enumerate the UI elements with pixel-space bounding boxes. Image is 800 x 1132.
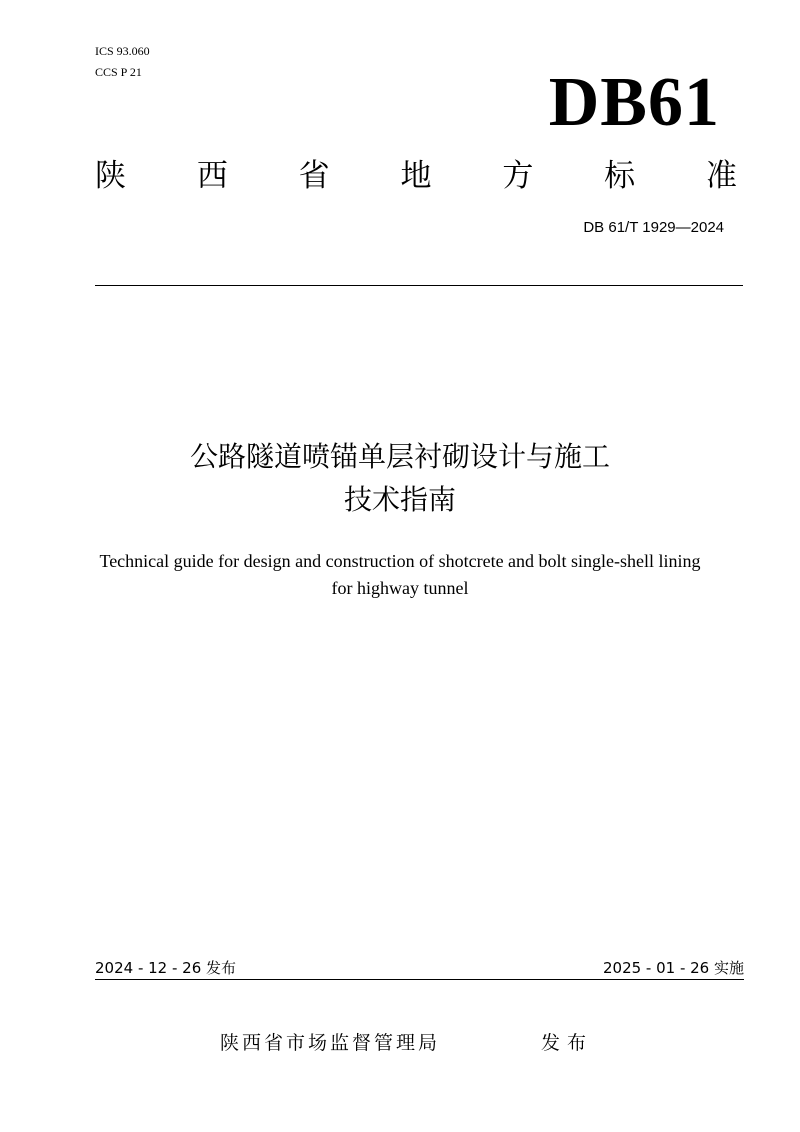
standard-type-char: 方 xyxy=(502,158,534,194)
standard-type-char: 陕 xyxy=(95,158,126,194)
standard-type-char: 地 xyxy=(400,158,432,194)
standard-type-char: 准 xyxy=(705,158,737,194)
standard-type-char: 省 xyxy=(298,158,330,194)
title-en-line2: for highway tunnel xyxy=(331,578,469,598)
standard-type-char: 西 xyxy=(196,158,228,194)
standard-number: DB 61/T 1929—2024 xyxy=(583,219,724,236)
standard-type-char: 标 xyxy=(604,158,636,194)
standard-logo: DB61 xyxy=(548,64,720,141)
publisher-name: 陕西省市场监督管理局 xyxy=(220,1032,441,1054)
publish-label: 发布 xyxy=(541,1032,594,1054)
implementation-date: 2025 - 01 - 26 实施 xyxy=(602,959,744,977)
header-divider xyxy=(95,285,743,286)
ics-code: ICS 93.060 xyxy=(95,44,150,58)
title-zh-line2: 技术指南 xyxy=(343,483,456,516)
standard-type xyxy=(95,154,737,198)
title-zh-line1: 公路隧道喷锚单层衬砌设计与施工 xyxy=(189,440,610,473)
title-en-line1: Technical guide for design and construction of shotcrete and bolt single-shell lining xyxy=(99,551,701,571)
date-row xyxy=(95,957,744,979)
ccs-code: CCS P 21 xyxy=(95,65,142,79)
classification-codes xyxy=(95,41,150,83)
issue-date: 2024 - 12 - 26 发布 xyxy=(95,959,237,977)
footer-divider xyxy=(95,979,744,980)
